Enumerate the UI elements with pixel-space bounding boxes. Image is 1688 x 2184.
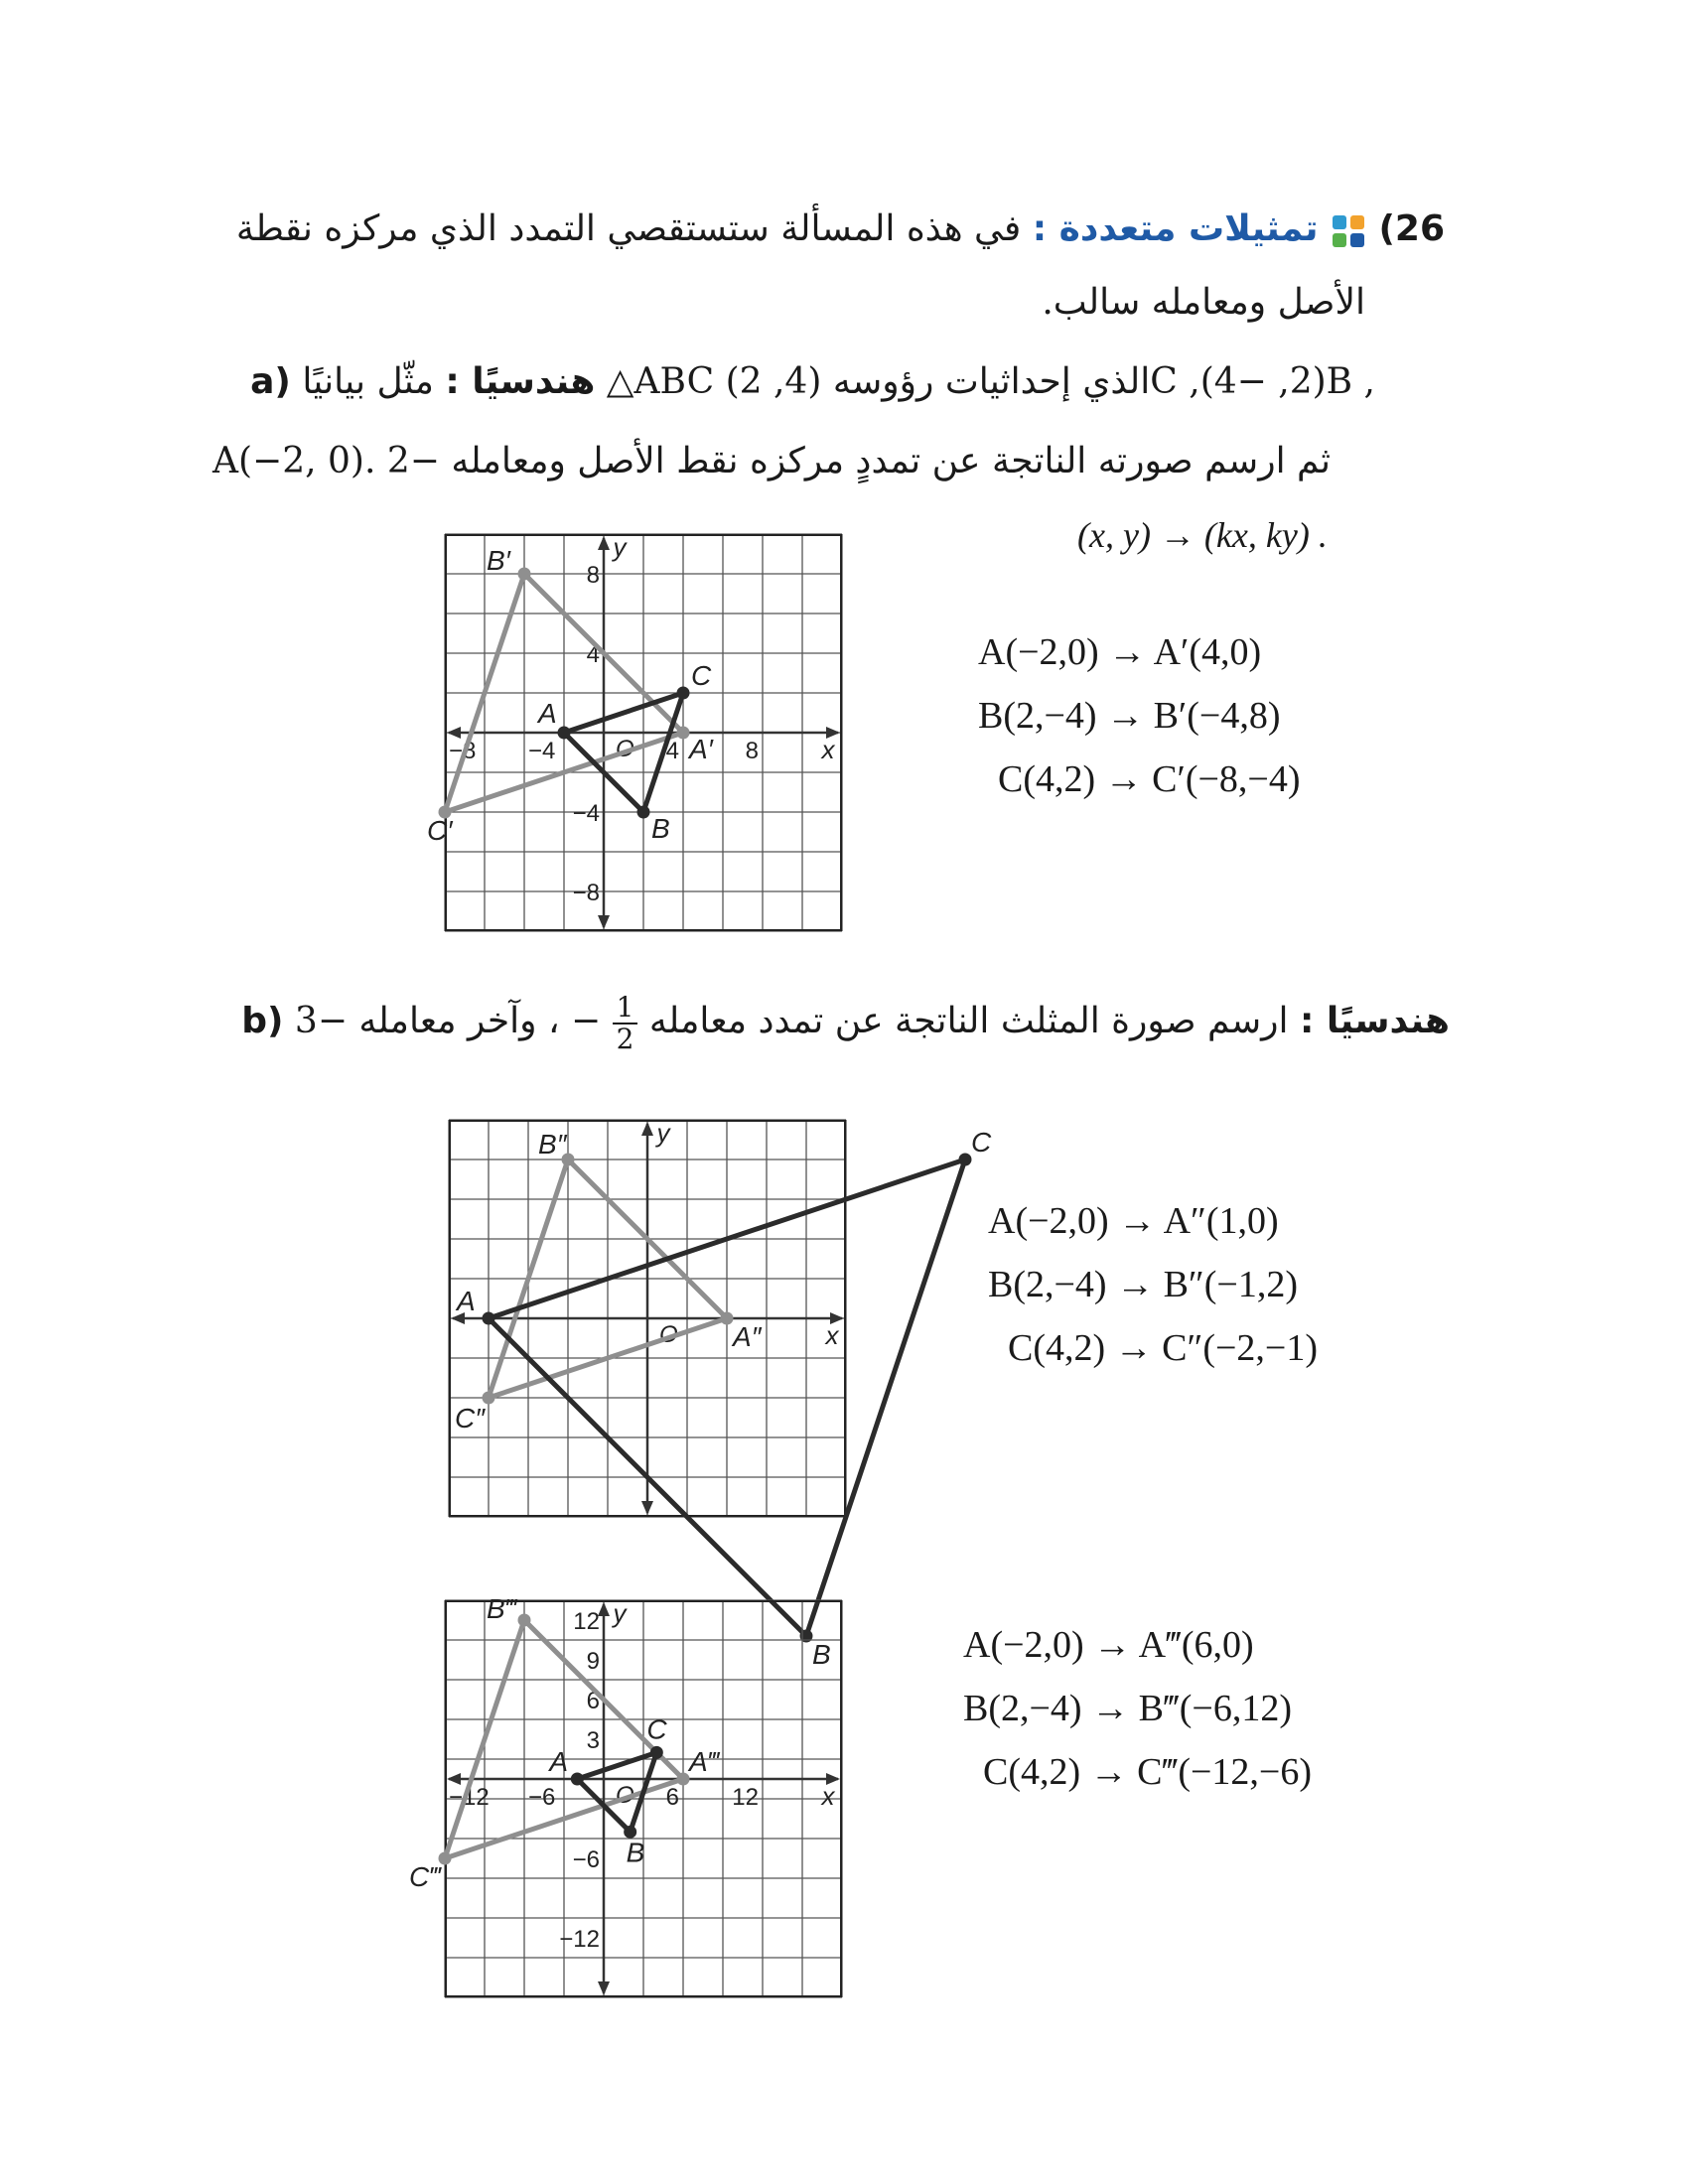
origin-label: O (659, 1321, 678, 1348)
problem-intro-line2: الأصل ومعامله سالب. (1042, 282, 1365, 323)
vertex-point (721, 1312, 734, 1325)
graph-part-b-three (409, 1593, 842, 1997)
y-tick-label: −12 (559, 1926, 600, 1953)
vertex-label: C′ (427, 815, 453, 846)
vertex-label: B″ (538, 1129, 567, 1160)
y-axis-label: y (613, 532, 627, 562)
y-tick-label: −8 (572, 880, 600, 906)
vertex-label: B‴ (487, 1593, 515, 1624)
mapping-a-1: A(−2,0) → A′(4,0) (978, 631, 1262, 673)
fraction-denominator: 2 (616, 1023, 634, 1055)
y-axis-label: y (656, 1118, 670, 1148)
fraction-one-half (613, 993, 638, 1054)
vertex-label: B (812, 1639, 831, 1670)
mapping-list-half (988, 1189, 1318, 1380)
vertex-label: A″ (733, 1321, 762, 1352)
mapping-half-2: B(2,−4) → B″(−1,2) (988, 1264, 1298, 1305)
vertex-label: A′ (689, 734, 713, 764)
mapping-list-three (963, 1613, 1312, 1804)
origin-label: O (616, 736, 634, 762)
origin-label: O (616, 1782, 634, 1809)
problem-intro-line1: في هذه المسألة ستستقصي التمدد الذي مركزه نقطة (235, 208, 1022, 249)
vertex-label: B (651, 813, 670, 844)
dilation-rule: (x, y) → (kx, ky) . (1077, 515, 1328, 555)
x-tick-label: −4 (528, 738, 556, 764)
vertex-point (518, 568, 531, 581)
part-b-line (159, 993, 1450, 1054)
vertex-label: C″ (455, 1403, 486, 1433)
vertex-label: C (646, 1713, 667, 1745)
y-tick-label: 8 (586, 562, 600, 589)
vertex-point (558, 727, 571, 740)
vertex-label: C (691, 660, 712, 691)
vertex-label: C (971, 1127, 992, 1158)
part-b-text-before: ارسم صورة المثلث الناتجة عن تمدد معامله (648, 1001, 1289, 1041)
vertex-label: B′ (487, 545, 510, 576)
x-tick-label: 12 (732, 1784, 759, 1811)
vertex-point (677, 1773, 690, 1786)
vertex-point (571, 1773, 584, 1786)
part-a-label: a) (250, 361, 291, 402)
graph-part-a (427, 532, 842, 931)
y-tick-label: 3 (586, 1727, 600, 1754)
x-axis-label: x (821, 735, 835, 764)
part-b-text-after: − ، وآخر معامله −3 (294, 1001, 602, 1041)
y-axis-arrow-down (598, 1981, 610, 1995)
x-tick-label: −12 (449, 1784, 490, 1811)
x-tick-label: 6 (665, 1784, 679, 1811)
part-a-line1 (134, 361, 1375, 402)
x-tick-label: −8 (449, 738, 477, 764)
x-tick-label: 8 (745, 738, 759, 764)
y-axis-arrow-up (598, 536, 610, 550)
mapping-list-a (978, 620, 1300, 811)
problem-number: 26) (1378, 208, 1445, 249)
part-a-keyword: هندسيًا : (445, 361, 596, 402)
part-a-text1: مثّل بيانيًا △ABC الذي إحداثيات رؤوسه (4, 2)C ,(4− ,2)B , (302, 361, 1375, 402)
vertex-point (518, 1614, 531, 1627)
vertex-point (650, 1746, 663, 1759)
mapping-three-3: C(4,2) → C‴(−12,−6) (983, 1751, 1312, 1793)
vertex-point (439, 1852, 452, 1865)
x-axis-label: x (825, 1320, 839, 1350)
vertex-point (677, 687, 690, 700)
y-axis-arrow-down (641, 1501, 653, 1515)
x-tick-label: 4 (665, 738, 679, 764)
vertex-point (677, 727, 690, 740)
y-axis-arrow-up (641, 1122, 653, 1136)
vertex-label: C‴ (409, 1861, 440, 1892)
vertex-label: A (549, 1746, 569, 1777)
vertex-point (637, 806, 650, 819)
mapping-three-2: B(2,−4) → B‴(−6,12) (963, 1688, 1292, 1729)
part-b-keyword: هندسيًا : (1300, 1001, 1450, 1041)
part-b-label: b) (241, 1001, 284, 1041)
y-tick-label: −6 (572, 1846, 600, 1873)
multiple-representations-icon (1330, 212, 1367, 250)
mapping-a-3: C(4,2) → C′(−8,−4) (998, 758, 1301, 800)
mapping-half-3: C(4,2) → C″(−2,−1) (1008, 1327, 1318, 1369)
y-tick-label: 9 (586, 1648, 600, 1675)
problem-title: تمثيلات متعددة : (1032, 208, 1319, 249)
vertex-label: A (457, 1286, 476, 1316)
vertex-label: B (626, 1837, 645, 1868)
vertex-label: A (538, 698, 557, 729)
x-tick-label: −6 (528, 1784, 556, 1811)
vertex-point (483, 1312, 495, 1325)
vertex-point (959, 1154, 972, 1166)
y-tick-label: 12 (573, 1608, 600, 1635)
mapping-a-2: B(2,−4) → B′(−4,8) (978, 695, 1281, 737)
fraction-numerator: 1 (613, 993, 638, 1024)
vertex-label: A‴ (689, 1746, 718, 1777)
mapping-three-1: A(−2,0) → A‴(6,0) (963, 1624, 1254, 1666)
y-axis-arrow-down (598, 915, 610, 929)
x-axis-label: x (821, 1781, 835, 1811)
mapping-half-1: A(−2,0) → A″(1,0) (988, 1200, 1279, 1242)
y-tick-label: 4 (586, 641, 600, 668)
problem-header (154, 208, 1445, 250)
part-a-line2: A(−2, 0). ثم ارسم صورته الناتجة عن تمددٍ مركزه نقط الأصل ومعامله −2 (212, 441, 1331, 481)
y-tick-label: 6 (586, 1688, 600, 1714)
y-axis-label: y (613, 1598, 627, 1628)
y-tick-label: −4 (572, 800, 600, 827)
